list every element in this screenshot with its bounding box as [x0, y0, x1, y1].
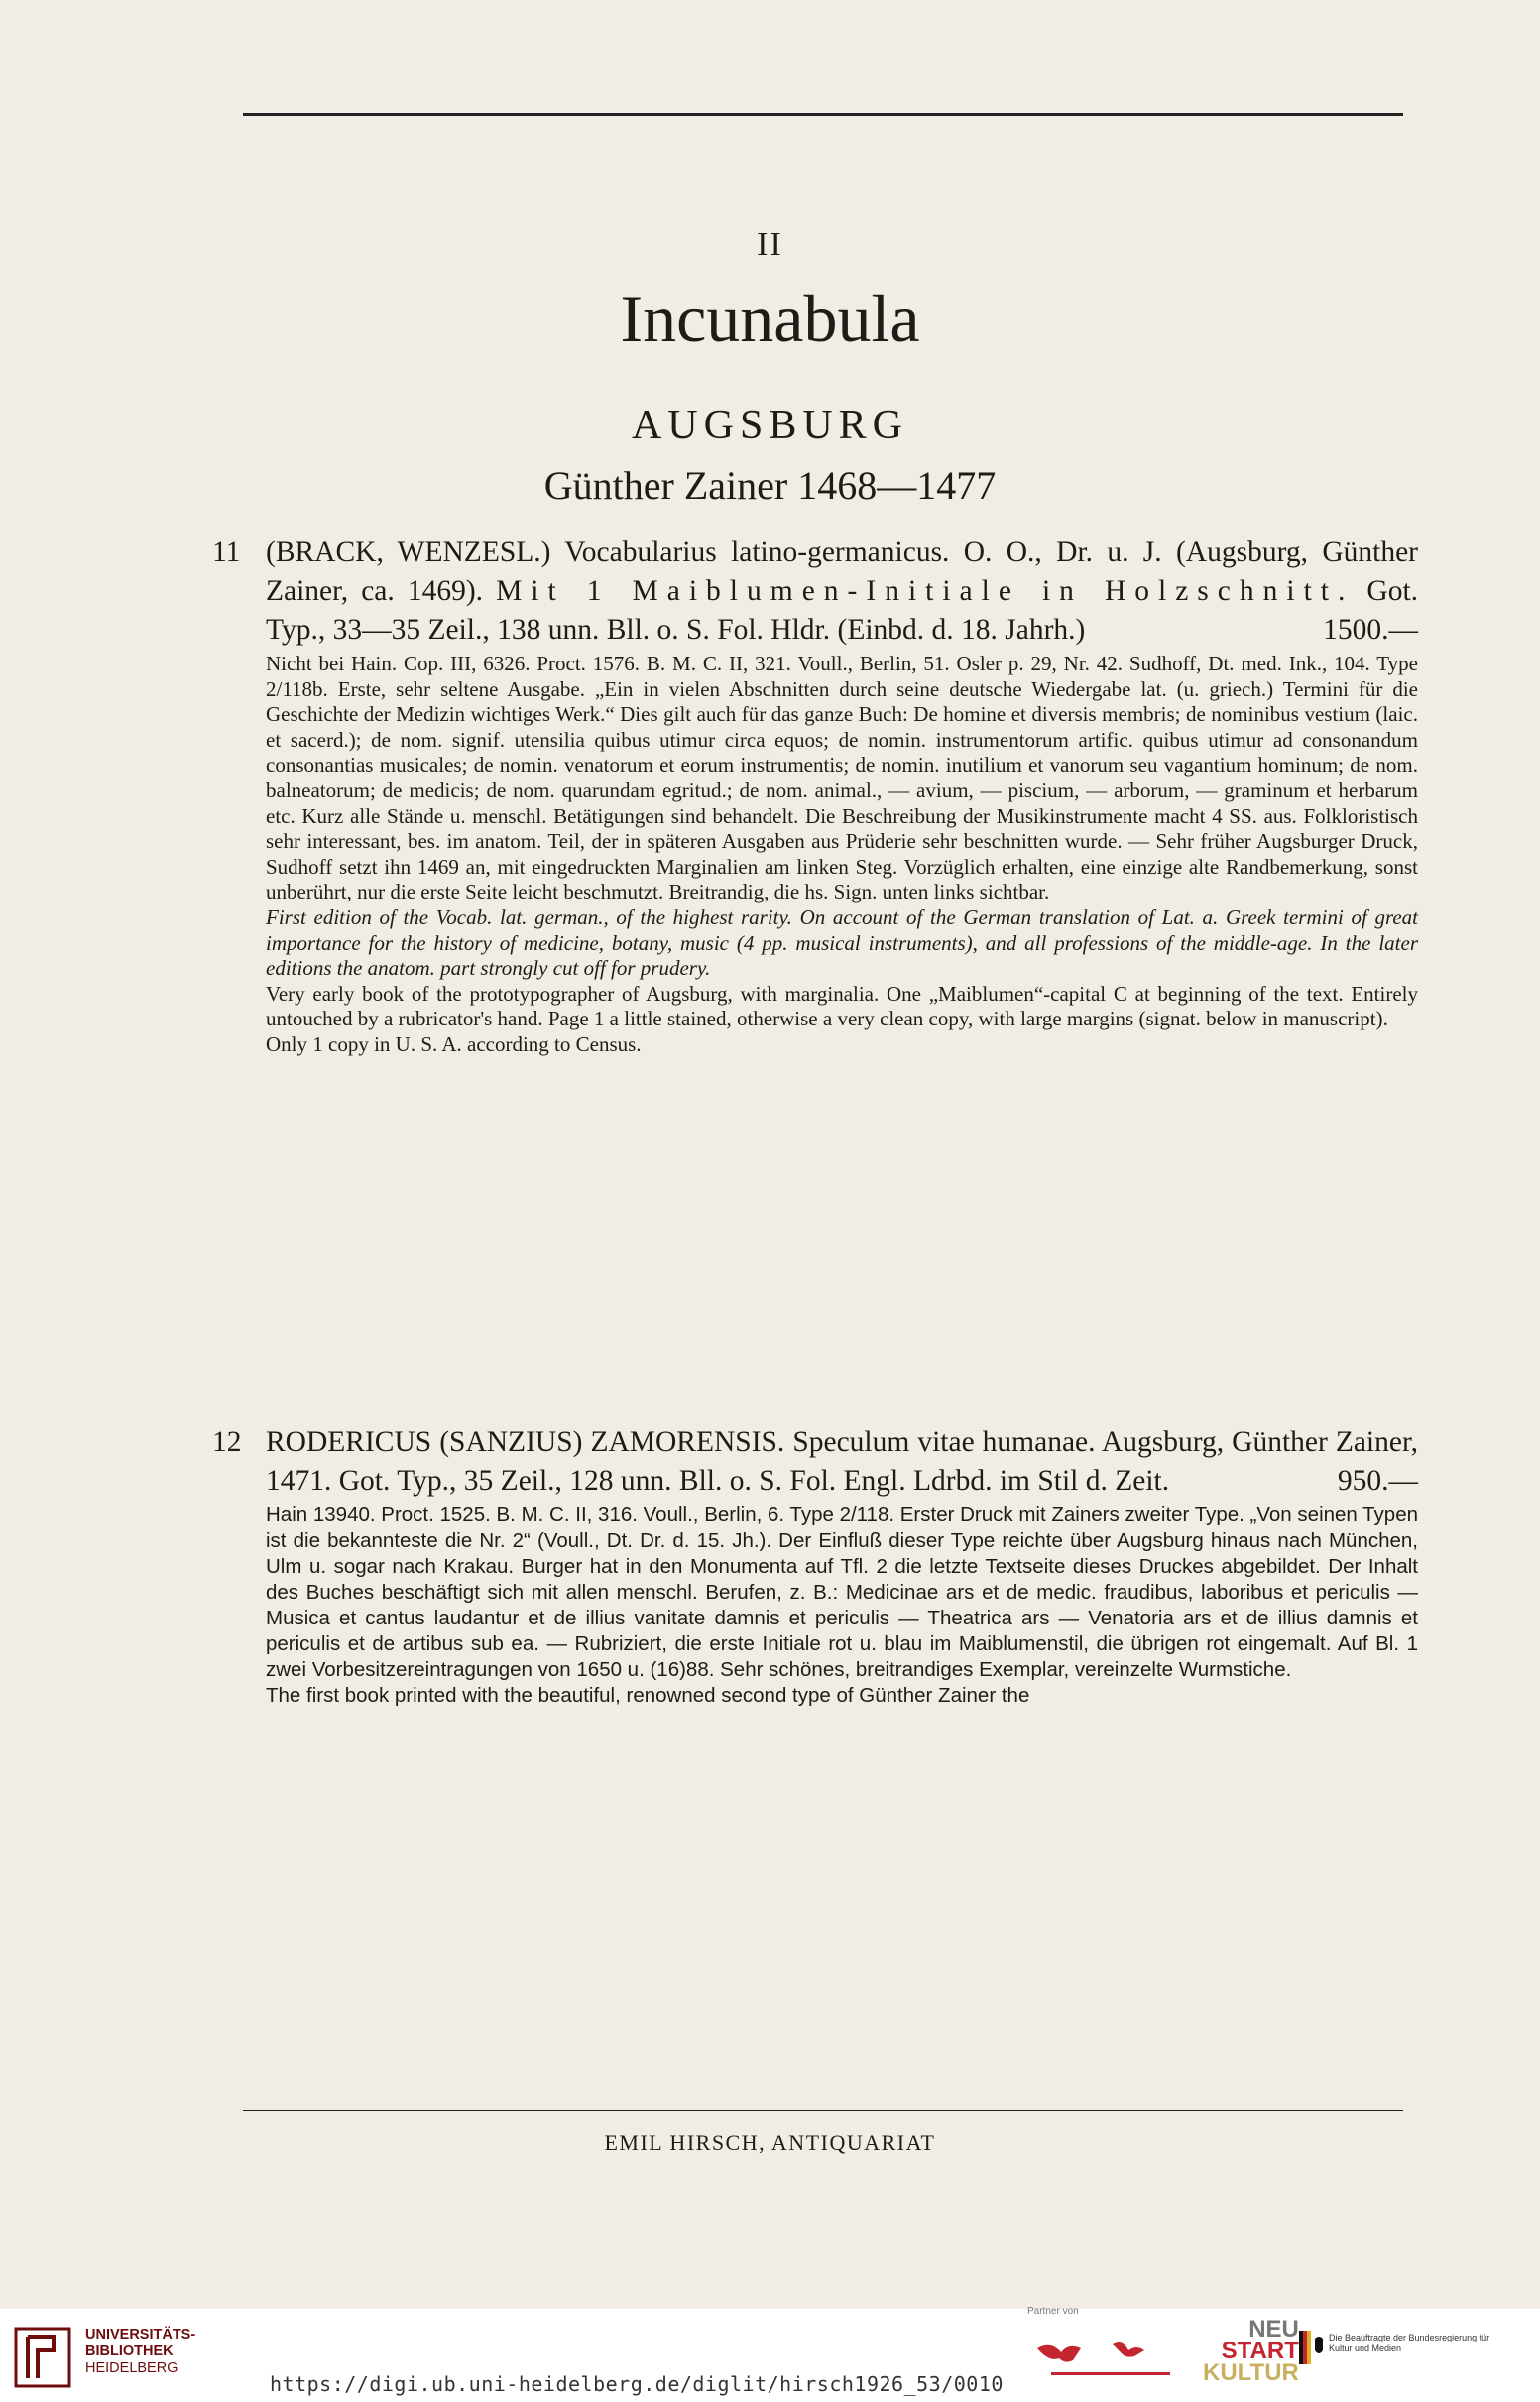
top-rule	[243, 113, 1403, 116]
partner-label: Partner von	[1027, 2306, 1079, 2317]
note-paragraph-en: The first book printed with the beautiful, renowned second type of Günther Zainer the	[266, 1684, 1030, 1707]
note-paragraph-de: Nicht bei Hain. Cop. III, 6326. Proct. 1576. B. M. C. II, 321. Voull., Berlin, 51. Osler p. 29, Nr. 42. Sudhoff, Dt. med. Ink., 104. Type 2/118b. Erste, sehr seltene Ausgabe. „Ein in vielen Abschnitten durch seine deutsche Wiedergabe lat. (u. griech.) Termini für die Geschichte der Medizin wichtiges Werk.“ Dies gilt auch für das ganze Buch: De homine et diversis membris; de nominibus vestium (laic. et sacerd.); de nom. signif. utensilia quibus utimur circa equos; de nomin. instrumentorum artific. quibus utimur ad consonandum consonantias musicales; de nomin. venatorum et eorum instrumentis; de nomin. inutilium et vanorum seu vagantium hominum; de nom. balneatorum; de medicis; de nom. quarundam egritud.; de nom. animal., — avium, — piscium, — arborum, — graminum et herbarum etc. Kurz alle Stände u. menschl. Betätigungen sind behandelt. Die Beschreibung der Musikinstrumente macht 4 SS. aus. Folkloristisch sehr interessant, bes. im anatom. Teil, der in späteren Ausgaben aus Prüderie sehr beschnitten wurde. — Sehr früher Augsburger Druck, Sudhoff setzt ihn 1469 an, mit eingedruckten Marginalien am linken Steg. Vorzüglich erhalten, eine einzige alte Randbemerkung, sonst unberührt, nur die erste Seite leicht beschmutzt. Breitrandig, die hs. Sign. unten links sichtbar.	[266, 652, 1418, 904]
note-paragraph-de: Hain 13940. Proct. 1525. B. M. C. II, 316. Voull., Berlin, 6. Type 2/118. Erster Druck mit Zainers zweiter Type. „Von seinen Typen ist die bekannteste die Nr. 2“ (Voull., Dt. Dr. d. 15. Jh.). Der Einfluß dieser Type reichte über Augsburg hinaus nach München, Ulm u. sogar nach Krakau. Burger hat in den Monumenta auf Tfl. 2 die letzte Textseite dieses Druckes abgebildet. Der Inhalt des Buches beschäftigt sich mit allen menschl. Berufen, z. B.: Medicinae ars et de medic. fraudibus, laboribus et periculis — Musica et cantus laudantur et de illius vanitate damnis et periculis — Theatrica ars — Venatoria ars et de illius damnis et periculis et de artibus sub ea. — Rubriziert, die erste Initiale rot u. blau im Maiblumenstil, die übrigen rot eingemalt. Auf Bl. 1 zwei Vorbesitzereintragungen von 1650 u. (16)88. Sehr schönes, breitrandiges Exemplar, vereinzelte Wurmstiche.	[266, 1503, 1418, 1681]
city-heading: AUGSBURG	[631, 403, 909, 448]
entry-title: RODERICUS (SANZIUS) ZAMORENSIS. Speculum vitae humanae. Augsburg, Günther Zainer, 1471. Got. Typ., 35 Zeil., 128 unn. Bll. o. S. Fol. Engl. Ldrbd. im Stil d. Zeit.	[266, 1426, 1418, 1497]
neustart-line: NEU	[1248, 2316, 1299, 2342]
library-line: UNIVERSITÄTS-	[85, 2327, 196, 2342]
digital-library-partner-logo-icon	[1031, 2321, 1190, 2390]
neustart-kultur-logo	[1203, 2316, 1299, 2386]
section-title: Incunabula	[620, 281, 920, 356]
entry-number: 11	[212, 537, 241, 568]
entry-notes	[266, 1502, 1418, 1709]
entry-price: 1500.—	[1323, 614, 1418, 646]
entry-title: (BRACK, WENZESL.) Vocabularius latino-germanicus. O. O., Dr. u. J. (Augsburg, Günther Zainer, ca. 1469).	[266, 537, 1418, 607]
university-library-logo-icon	[14, 2327, 71, 2388]
catalog-entry-12	[212, 1423, 1418, 1709]
library-line: BIBLIOTHEK	[85, 2343, 174, 2359]
neustart-line: START	[1221, 2338, 1299, 2364]
federal-eagle-icon	[1299, 2331, 1325, 2364]
entry-price: 950.—	[1337, 1465, 1418, 1497]
bkm-label: Die Beauftragte der Bundesregierung für Kultur und Medien	[1329, 2333, 1490, 2353]
note-paragraph-en: Only 1 copy in U. S. A. according to Census.	[266, 1031, 642, 1056]
note-paragraph-en: First edition of the Vocab. lat. german., of the highest rarity. On account of the German translation of Lat. a. Greek termini of great importance for the history of medicine, botany, music (4 pp. musical instruments), and all professions of the middle-age. In the later editions the anatom. part strongly cut off for prudery.	[266, 904, 1418, 981]
entry-highlight: Mit 1 Maiblumen-Initiale in Holzschnitt.	[496, 575, 1355, 607]
entry-number: 12	[212, 1426, 242, 1458]
neustart-line: KULTUR	[1203, 2359, 1299, 2386]
university-library-name	[85, 2327, 195, 2377]
note-paragraph-en: Very early book of the prototypographer of Augsburg, with marginalia. One „Maiblumen“-capital C at beginning of the text. Entirely untouched by a rubricator's hand. Page 1 a little stained, otherwise a very clean copy, with large margins (signat. below in manuscript).	[266, 981, 1418, 1031]
footer-rule	[243, 2110, 1403, 2111]
entry-head	[212, 534, 1419, 650]
permalink-url[interactable]: https://digi.ub.uni-heidelberg.de/diglit/hirsch1926_53/0010	[270, 2372, 1004, 2396]
entry-head	[212, 1423, 1418, 1501]
footer-publisher: EMIL HIRSCH, ANTIQUARIAT	[604, 2130, 936, 2155]
catalog-entry-11	[212, 534, 1419, 1058]
entry-notes	[266, 652, 1418, 1058]
printer-heading: Günther Zainer 1468—1477	[543, 463, 997, 508]
library-line: HEIDELBERG	[85, 2360, 178, 2376]
entry-description: Got. Typ., 33—35 Zeil., 138 unn. Bll. o. S. Fol. Hldr. (Einbd. d. 18. Jahrh.)	[266, 575, 1419, 646]
section-number: II	[757, 226, 783, 263]
